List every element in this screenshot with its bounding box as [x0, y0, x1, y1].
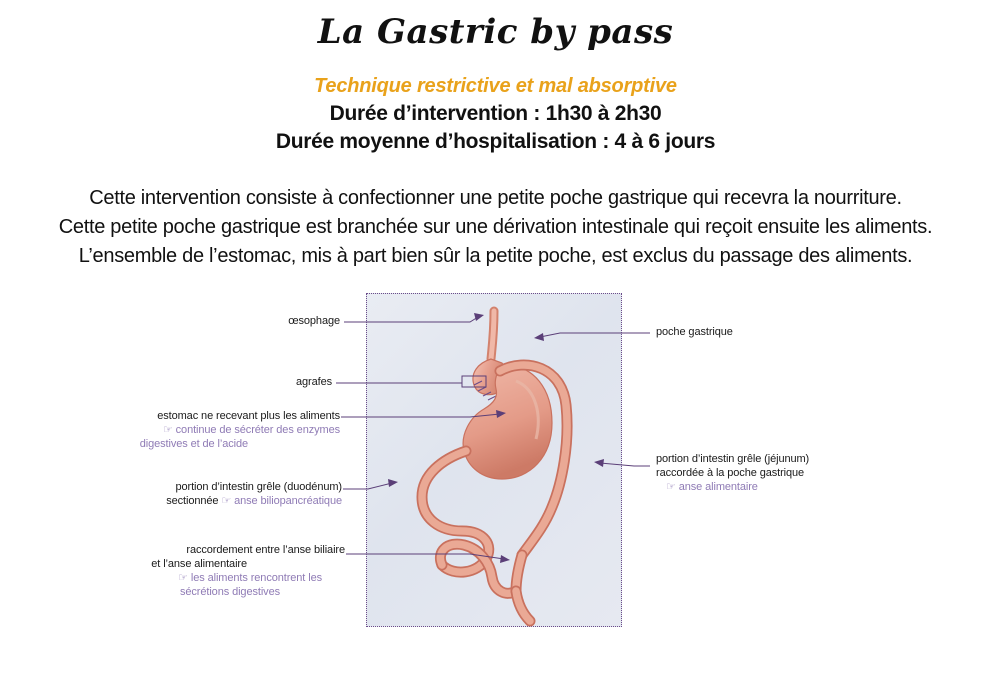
intro-paragraph-line-3: L’ensemble de l’estomac, mis à part bien sûr la petite poche, est exclus du passage des aliments. [78, 245, 913, 268]
label-agrafes: agrafes [296, 376, 332, 389]
label-jejunum [656, 453, 886, 494]
page-title: La Gastric by pass [317, 12, 674, 52]
label-jejunum-line-2: raccordée à la poche gastrique [656, 467, 805, 480]
label-estomac-exclu-sub-1: ☞ continue de sécréter des enzymes [162, 424, 340, 437]
document-page [0, 14, 991, 674]
label-raccordement [100, 544, 345, 599]
label-duodenum-line-1: portion d’intestin grêle (duodénum) [175, 481, 342, 494]
label-duodenum-line-2: sectionnée ☞ anse biliopancréatique [166, 495, 342, 508]
label-duodenum-sub: ☞ anse biliopancréatique [221, 495, 342, 508]
technique-subtitle: Technique restrictive et mal absorptive [314, 75, 677, 98]
subtitle-block [0, 75, 991, 154]
duration-line: Durée d’intervention : 1h30 à 2h30 [329, 102, 662, 126]
label-estomac-exclu [100, 410, 340, 451]
intro-paragraph [0, 184, 991, 271]
label-raccordement-sub-2: sécrétions digestives [179, 585, 280, 598]
label-jejunum-sub: ☞ anse alimentaire [666, 480, 758, 493]
label-duodenum [100, 481, 342, 509]
anatomy-figure [0, 293, 991, 641]
intro-paragraph-line-2: Cette petite poche gastrique est branchée sur une dérivation intestinale qui reçoit ensuite les aliments. [58, 216, 933, 239]
label-estomac-exclu-main: estomac ne recevant plus les aliments [157, 410, 340, 423]
label-estomac-exclu-sub-2: digestives et de l’acide [139, 437, 248, 450]
hospitalisation-line: Durée moyenne d’hospitalisation : 4 à 6 jours [275, 130, 716, 154]
label-raccordement-sub-1: ☞ les aliments rencontrent les [178, 571, 322, 584]
label-jejunum-line-1: portion d’intestin grêle (jéjunum) [656, 453, 810, 466]
label-oesophage: œsophage [288, 315, 340, 328]
label-raccordement-line-2: et l’anse alimentaire [151, 558, 247, 571]
intro-paragraph-line-1: Cette intervention consiste à confectionner une petite poche gastrique qui recevra la nourriture. [89, 187, 902, 210]
label-poche-gastrique: poche gastrique [656, 326, 733, 339]
label-raccordement-line-1: raccordement entre l’anse biliaire [186, 544, 345, 557]
